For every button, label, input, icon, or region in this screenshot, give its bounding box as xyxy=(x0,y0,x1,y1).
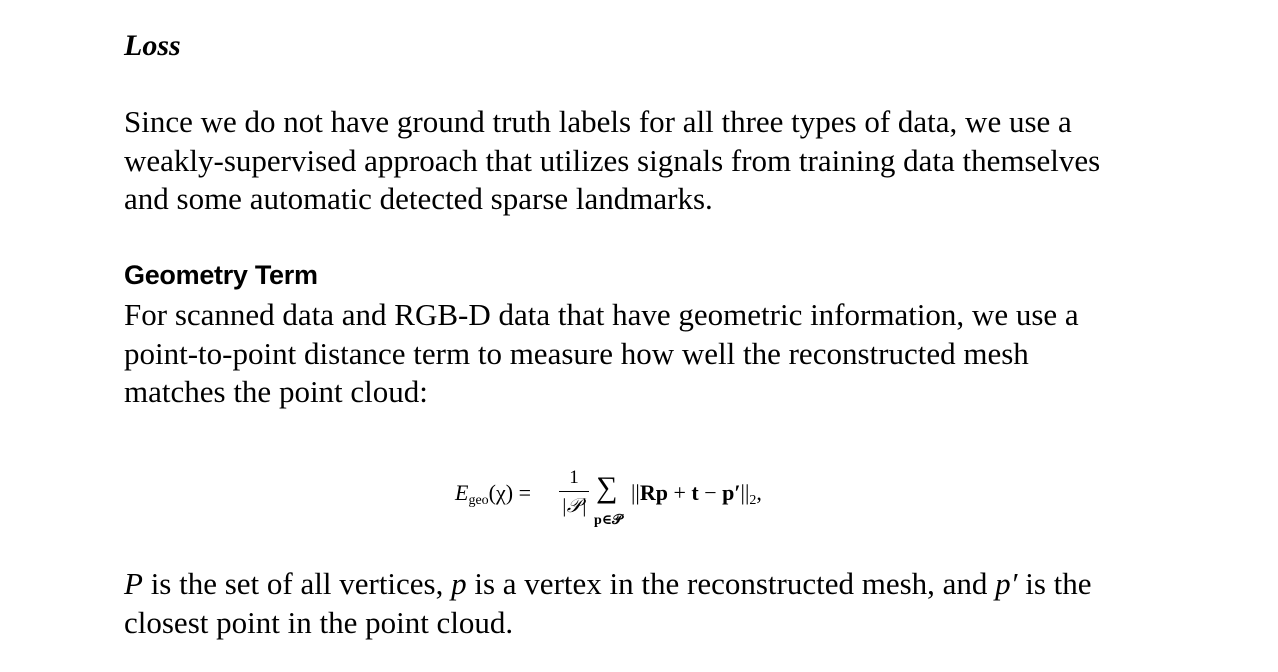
norm-open: || xyxy=(631,480,640,505)
norm-subscript: 2 xyxy=(749,493,757,508)
geometry-line-2: point-to-point distance term to measure how well the reconstructed mesh xyxy=(124,335,1029,371)
conclusion-text-2: is a vertex in the reconstructed mesh, and xyxy=(466,566,996,601)
equation-comma: , xyxy=(756,480,762,505)
minus-sign: − xyxy=(698,480,723,505)
intro-line-1: Since we do not have ground truth labels for all three types of data, we use a xyxy=(124,104,1072,139)
geometry-line-3: matches the point cloud: xyxy=(124,374,428,409)
plus-sign: + xyxy=(667,480,692,505)
conclusion-line-2: closest point in the point cloud. xyxy=(124,604,514,640)
equation-energy-symbol: E xyxy=(455,480,469,505)
loss-heading: Loss xyxy=(124,29,181,62)
conclusion-text-1: is the set of all vertices, xyxy=(142,566,452,601)
equation-argument: (χ) = xyxy=(488,480,531,505)
equation-denominator: |𝒫| xyxy=(561,495,587,518)
summation-symbol: ∑ xyxy=(596,471,618,504)
geometry-line-1: For scanned data and RGB-D data that have geometric information, we use a xyxy=(124,297,1079,332)
closest-point-symbol: p′ xyxy=(995,566,1018,601)
equation-fraction xyxy=(559,466,589,518)
geometry-paragraph xyxy=(124,296,1254,412)
summation-index: p∈𝒫 xyxy=(594,513,623,528)
intro-paragraph xyxy=(124,103,1254,219)
conclusion-line-1 xyxy=(124,565,1254,604)
geometry-term-heading: Geometry Term xyxy=(124,260,318,290)
equation-energy-subscript: geo xyxy=(468,493,489,508)
term-translation: t xyxy=(691,480,699,505)
equation-rhs xyxy=(631,480,762,509)
equation-numerator: 1 xyxy=(569,467,579,488)
vertex-symbol: p xyxy=(451,566,467,601)
term-closest-point: p′ xyxy=(722,480,741,505)
equation-lhs xyxy=(455,480,531,509)
intro-line-3: and some automatic detected sparse landmarks. xyxy=(124,181,713,216)
conclusion-text-3: is the xyxy=(1025,566,1092,601)
geometry-loss-equation xyxy=(455,466,815,536)
fraction-bar xyxy=(559,491,589,492)
set-symbol: P xyxy=(124,566,143,601)
norm-close: || xyxy=(740,480,750,505)
conclusion-paragraph xyxy=(124,565,1254,642)
intro-line-2: weakly-supervised approach that utilizes signals from training data themselves xyxy=(124,142,1101,178)
term-rotation-point: Rp xyxy=(639,480,668,505)
